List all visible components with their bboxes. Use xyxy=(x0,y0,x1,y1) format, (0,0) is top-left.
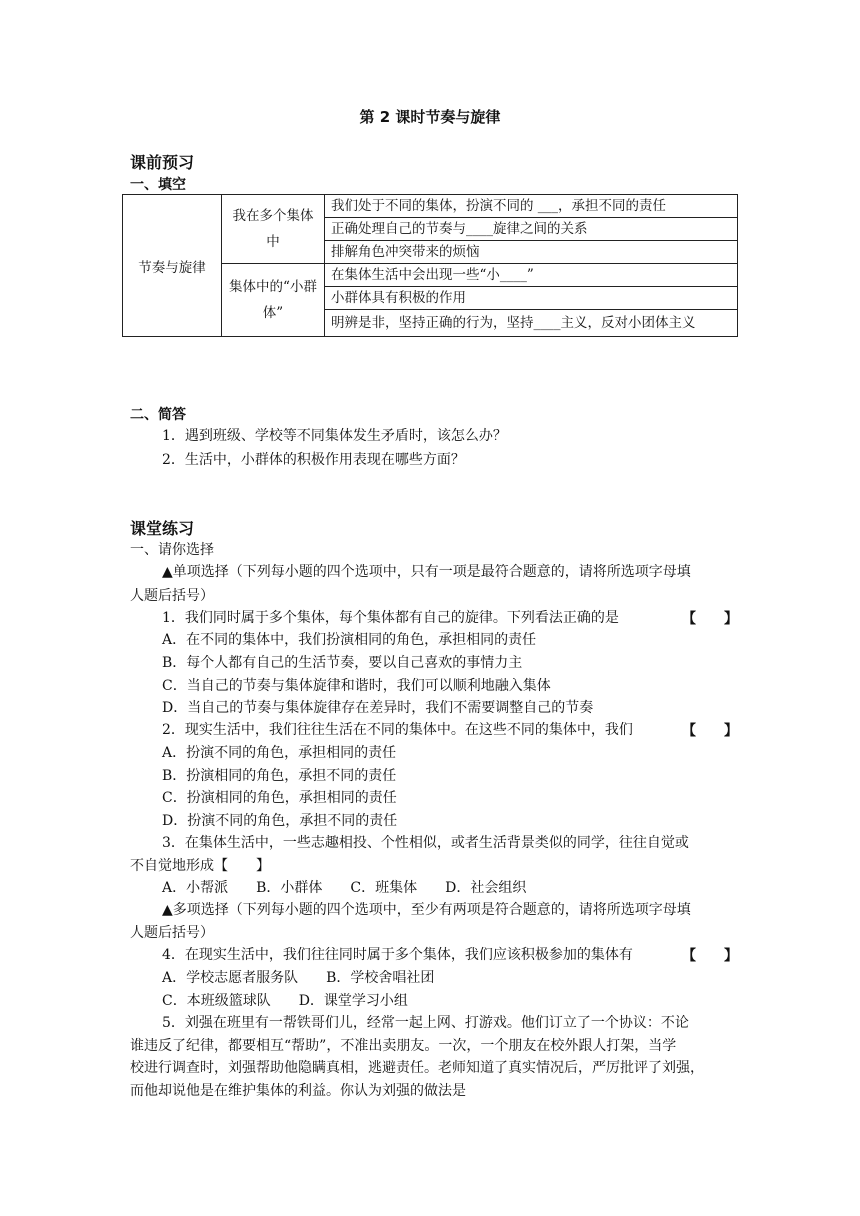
short-answer-item: 1．遇到班级、学校等不同集体发生矛盾时，该怎么办？ xyxy=(162,428,507,444)
q1-option-d: D．当自己的节奏与集体旋律存在差异时，我们不需要调整自己的节奏 xyxy=(162,700,594,716)
fill-in-table xyxy=(122,194,738,337)
q2-option-b: B．扮演相同的角色，承担不同的责任 xyxy=(162,768,397,784)
q1-option-c: C．当自己的节奏与集体旋律和谐时，我们可以顺利地融入集体 xyxy=(162,678,551,694)
answer-bracket: 【 】 xyxy=(682,948,738,964)
q4-options: C．本班级篮球队 D．课堂学习小组 xyxy=(162,993,408,1009)
single-choice-intro-cont: 人题后括号） xyxy=(130,588,214,604)
question-5-text: 谁违反了纪律，都要相互“帮助”，不准出卖朋友。一次，一个朋友在校外跟人打架，当学 xyxy=(130,1038,677,1054)
fill-row: 正确处理自己的节奏与____旋律之间的关系 xyxy=(325,218,738,241)
question-4-stem: 4．在现实生活中，我们往往同时属于多个集体，我们应该积极参加的集体有 xyxy=(162,947,633,963)
topic-cell: 节奏与旋律 xyxy=(123,195,222,337)
multi-choice-intro-cont: 人题后括号） xyxy=(130,925,214,941)
q1-option-a: A．在不同的集体中，我们扮演相同的角色，承担相同的责任 xyxy=(162,632,537,648)
fill-row: 明辨是非，坚持正确的行为，坚持____主义，反对小团体主义 xyxy=(325,310,738,337)
q2-option-c: C．扮演相同的角色，承担相同的责任 xyxy=(162,790,397,806)
q1-option-b: B．每个人都有自己的生活节奏，要以自己喜欢的事情力主 xyxy=(162,655,523,671)
fill-row: 排解角色冲突带来的烦恼 xyxy=(325,241,738,264)
page-title: 第 2 课时节奏与旋律 xyxy=(359,108,501,126)
question-5-text: 而他却说他是在维护集体的利益。你认为刘强的做法是 xyxy=(130,1083,466,1099)
q2-option-a: A．扮演不同的角色，承担相同的责任 xyxy=(162,745,397,761)
fill-row: 在集体生活中会出现一些“小____” xyxy=(325,264,738,287)
fill-row: 小群体具有积极的作用 xyxy=(325,287,738,310)
q3-options: A．小帮派 B．小群体 C．班集体 D．社会组织 xyxy=(162,880,527,896)
question-3-stem: 3．在集体生活中，一些志趣相投、个性相似，或者生活背景类似的同学，往往自觉或 xyxy=(162,835,689,851)
question-2-stem: 2．现实生活中，我们往往生活在不同的集体中。在这些不同的集体中，我们 xyxy=(162,722,633,738)
practice-heading: 课堂练习 xyxy=(130,519,195,538)
q4-options: A．学校志愿者服务队 B．学校舍唱社团 xyxy=(162,970,435,986)
short-answer-item: 2．生活中，小群体的积极作用表现在哪些方面？ xyxy=(162,452,465,468)
question-1-stem: 1．我们同时属于多个集体，每个集体都有自己的旋律。下列看法正确的是 xyxy=(162,610,619,626)
fill-row: 我们处于不同的集体，扮演不同的 ___，承担不同的责任 xyxy=(325,195,738,218)
section1-heading: 一、请你选择 xyxy=(130,542,214,558)
question-5-text: 校进行调查时，刘强帮助他隐瞒真相，逃避责任。老师知道了真实情况后，严厉批评了刘强， xyxy=(130,1060,704,1076)
multi-choice-intro: ▲多项选择（下列每小题的四个选项中，至少有两项是符合题意的，请将所选项字母填 xyxy=(162,902,691,918)
short-answer-heading: 二、简答 xyxy=(130,407,186,423)
single-choice-intro: ▲单项选择（下列每小题的四个选项中，只有一项是最符合题意的，请将所选项字母填 xyxy=(162,564,691,580)
preview-heading: 课前预习 xyxy=(130,153,195,172)
fill-heading: 一、填空 xyxy=(130,177,186,193)
group2-label: 集体中的“小群体” xyxy=(222,264,325,337)
answer-bracket: 【 】 xyxy=(682,611,738,627)
question-5-text: 5．刘强在班里有一帮铁哥们儿，经常一起上网、打游戏。他们订立了一个协议：不论 xyxy=(162,1015,689,1031)
group1-label: 我在多个集体中 xyxy=(222,195,325,264)
answer-bracket: 【 】 xyxy=(682,723,738,739)
q2-option-d: D．扮演不同的角色，承担不同的责任 xyxy=(162,813,398,829)
question-3-stem-cont: 不自觉地形成【 】 xyxy=(130,858,270,874)
